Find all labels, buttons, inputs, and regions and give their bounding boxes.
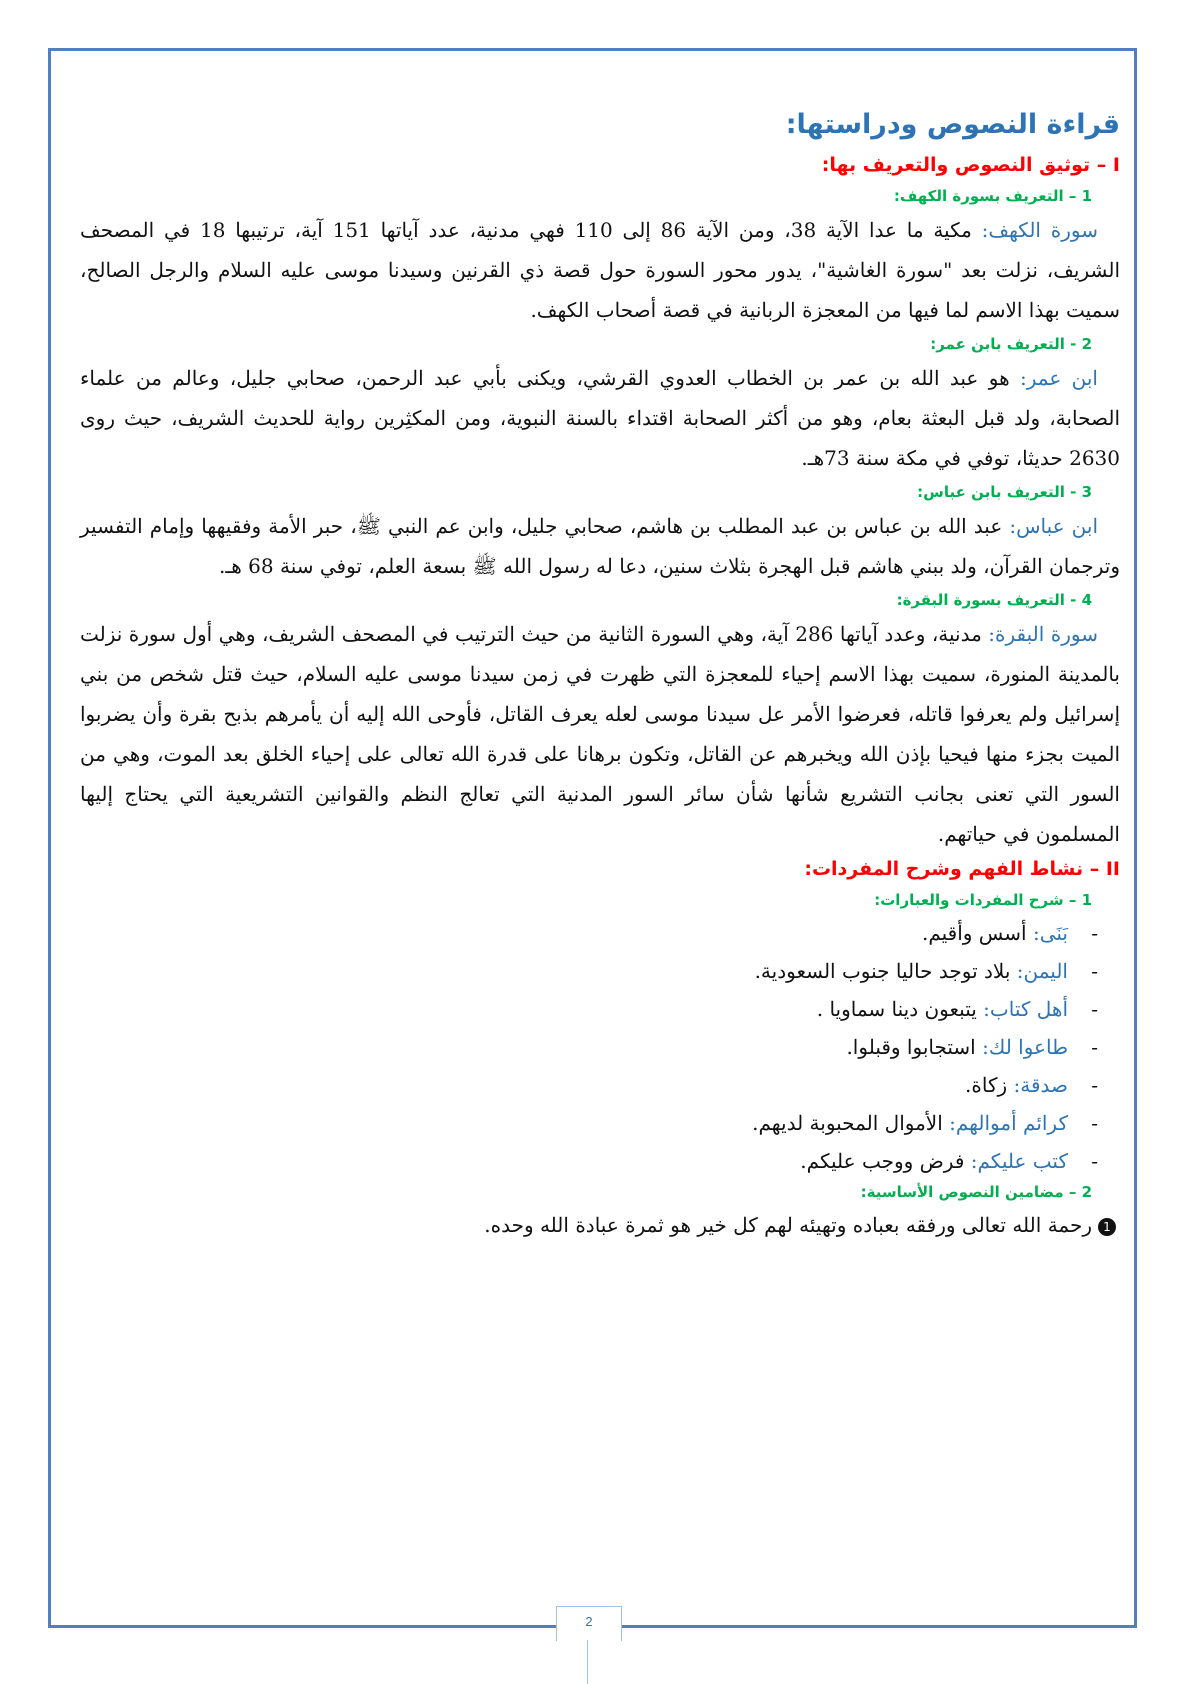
item-2-paragraph [80,358,1120,478]
page-content [80,108,1120,1244]
item-4-text: مدنية، وعدد آياتها 286 آية، وهي السورة الثانية من حيث الترتيب في المصحف الشريف، وهي أول سورة نزلت بالمدينة المنورة، سميت بهذا الاسم إحياء للمعجزة التي ظهرت في زمن سيدنا موسى عليه السلام، حيث قتل شخص من بني إسرائيل ولم يعرفوا قاتله، فعرضوا الأمر عل سيدنا موسى لعله يعرف القاتل، فأوحى الله إليه أن يأمرهم بذبح بقرة وأن يضربوا الميت بجزء منها فيحيا بإذن الله ويخبرهم عن القاتل، وتكون برهانا على قدرة الله تعالى على إحياء الخلق بعد الموت، وهي من السور التي تعنى بجانب التشريع شأنها شأن سائر السور المدنية التي تعالج النظم والقوانين التشريعية التي يحتاج إليها المسلمون في حياتهم. [80,622,1120,846]
page-title: قراءة النصوص ودراستها: [785,109,1120,140]
item-2-term: ابن عمر: [1020,366,1098,390]
vocab-meaning: يتبعون دينا سماويا . [816,997,984,1021]
item-4-paragraph [80,614,1120,854]
item-2-text: هو عبد الله بن عمر بن الخطاب العدوي القرشي، ويكنى بأبي عبد الرحمن، صحابي جليل، وعالم من علماء الصحابة، ولد قبل البعثة بعام، وهو من أكثر الصحابة اقتداء بالسنة النبوية، ومن المكثِرين رواية للحديث الشريف، حيث روى 2630 حديثا، توفي في مكة سنة 73هـ. [80,366,1120,470]
vocab-term: أهل كتاب: [983,997,1068,1021]
vocab-item [80,990,1098,1028]
vocab-item [80,1142,1098,1180]
vocab-term: كتب عليكم: [970,1149,1068,1173]
item-1-text: مكية ما عدا الآية 38، ومن الآية 86 إلى 110 فهي مدنية، عدد آياتها 151 آية، ترتيبها 18 في المصحف الشريف، نزلت بعد "سورة الغاشية"، يدور محور السورة حول قصة ذي القرنين وسيدنا موسى عليه السلام والرجل الصالح، سميت بهذا الاسم لما فيها من المعجزة الربانية في قصة أصحاب الكهف. [80,218,1120,322]
vocab-meaning: فرض ووجب عليكم. [800,1149,971,1173]
page-number: 2 [556,1606,622,1641]
vocab-list [80,914,1120,1180]
theme-text: رحمة الله تعالى ورفقه بعباده وتهيئه لهم كل خير هو ثمرة عبادة الله وحده. [484,1213,1092,1237]
page-number-connector [587,1640,588,1684]
section-1-heading: I – توثيق النصوص والتعريف بها: [821,154,1120,176]
item-4-heading: 4 - التعريف بسورة البقرة: [896,591,1092,609]
vocab-meaning: أسس وأقيم. [921,921,1033,945]
vocab-meaning: الأموال المحبوبة لديهم. [752,1111,950,1135]
vocab-term: صدقة: [1013,1073,1068,1097]
numbered-bullet-icon: 1 [1098,1218,1116,1236]
item-3-text: عبد الله بن عباس بن عبد المطلب بن هاشم، صحابي جليل، وابن عم النبي ﷺ، حبر الأمة وفقيهها وإمام التفسير وترجمان القرآن، ولد ببني هاشم قبل الهجرة بثلاث سنين، دعا له رسول الله ﷺ بسعة العلم، توفي سنة 68 هـ. [80,514,1120,578]
section-2-heading: II – نشاط الفهم وشرح المفردات: [804,858,1120,880]
item-1-paragraph [80,210,1120,330]
item-4-term: سورة البقرة: [988,622,1099,646]
item-3-heading: 3 - التعريف بابن عباس: [917,483,1092,501]
vocab-item [80,1028,1098,1066]
vocab-term: بَنَى: [1032,921,1068,945]
themes-heading: 2 – مضامين النصوص الأساسية: [860,1183,1092,1201]
vocab-item [80,1104,1098,1142]
vocab-item [80,952,1098,990]
vocab-item [80,914,1098,952]
theme-item [80,1206,1120,1244]
item-1-term: سورة الكهف: [981,218,1098,242]
vocab-meaning: زكاة. [965,1073,1014,1097]
vocab-meaning: استجابوا وقبلوا. [846,1035,983,1059]
vocab-term: كرائم أموالهم: [949,1111,1068,1135]
item-2-heading: 2 - التعريف بابن عمر: [930,335,1092,353]
vocab-meaning: بلاد توجد حاليا جنوب السعودية. [754,959,1017,983]
vocab-heading: 1 – شرح المفردات والعبارات: [874,891,1092,909]
item-3-paragraph [80,506,1120,586]
vocab-term: طاعوا لك: [982,1035,1068,1059]
item-3-term: ابن عباس: [1009,514,1099,538]
item-1-heading: 1 – التعريف بسورة الكهف: [893,187,1092,205]
vocab-term: اليمن: [1016,959,1068,983]
vocab-item [80,1066,1098,1104]
